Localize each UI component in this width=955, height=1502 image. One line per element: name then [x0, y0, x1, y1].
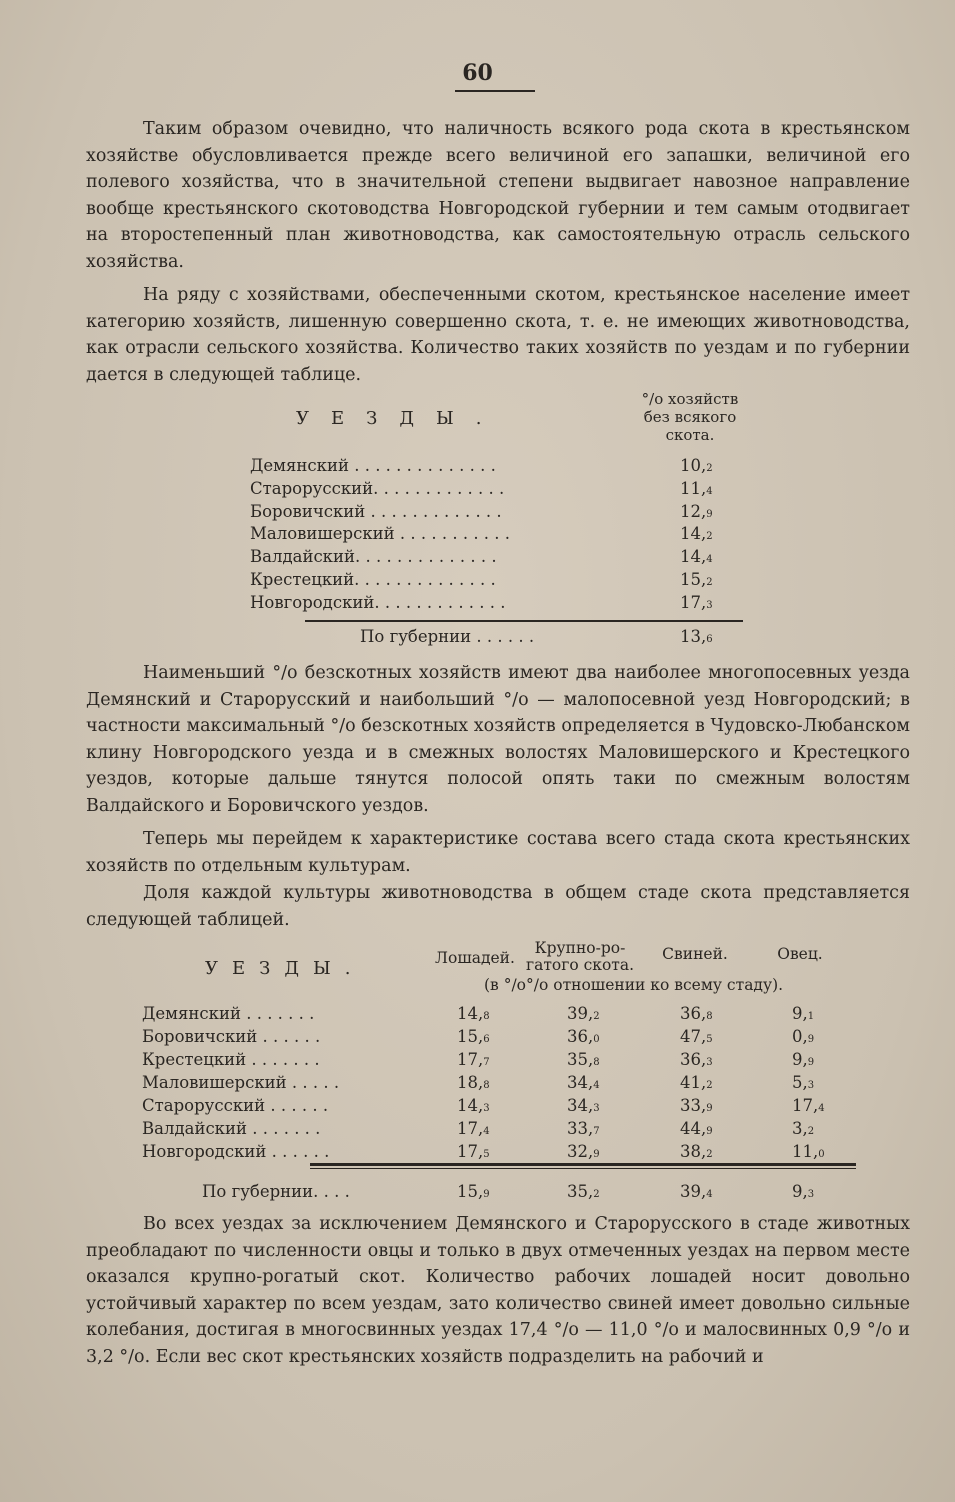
table2-cell: 36,0 [567, 1027, 600, 1046]
table1-row-value: 14,4 [680, 547, 713, 567]
table2-header-cattle-line-1: Крупно-ро- [534, 939, 626, 957]
table2-cell: 39,2 [567, 1004, 600, 1023]
table2-cell: 5,3 [792, 1073, 815, 1092]
table1-row-value: 10,2 [680, 456, 713, 475]
table2-cell: 9,1 [792, 1004, 815, 1023]
table1-header-percent [600, 390, 780, 444]
table2-cell: 14,8 [457, 1004, 490, 1023]
page-number: 60 [462, 60, 493, 86]
table2-cell: 39,4 [680, 1182, 713, 1201]
table1-row-district: Старорусский. . . . . . . . . . . . . [250, 478, 505, 498]
table2-cell: 15,6 [457, 1027, 490, 1046]
table2-row [142, 1048, 862, 1071]
table1-row-district: Новгородский. . . . . . . . . . . . . [250, 592, 506, 612]
table2-row [142, 1071, 862, 1094]
table2-cell: 17,7 [457, 1050, 490, 1069]
table2-cell: 33,7 [567, 1119, 600, 1138]
table2-row [142, 1117, 862, 1140]
table2-cell: 9,9 [792, 1050, 815, 1069]
table2-header-horses: Лошадей. [435, 949, 515, 967]
paragraph-3: Наименьший °/о безскотных хозяйств имеют два наиболее многопосевных уезда Демянский и Старорусский и наибольший °/о — малопосевной уезд Новгородский; в частности максимальный °/о безскотных хозяйств определяется в Чудовско-Любанском клину Новгородского уезда и в смежных волостях Маловишерского и Крестецкого уездов, которые дальше тянутся полосой опять таки по смежным волостям Валдайского и Боровичского уездов. [86, 663, 910, 816]
table2-cell: 14,3 [457, 1096, 490, 1115]
table2-header-cattle [520, 940, 640, 974]
table2-cell: 17,4 [792, 1096, 825, 1115]
table1-row [250, 569, 730, 592]
table2-row-district: Крестецкий . . . . . . . [142, 1050, 320, 1069]
paragraph-4: Теперь мы перейдем к характеристике состава всего стада скота крестьянских хозяйств по отдельным культурам. [86, 829, 910, 876]
table2-row [142, 1140, 862, 1163]
table2-cell: 17,5 [457, 1142, 490, 1161]
table2-row-district: Маловишерский . . . . . [142, 1073, 340, 1092]
table1-header-line-1: °/о хозяйств [641, 390, 739, 408]
table1-row-value: 11,4 [680, 478, 713, 498]
table2-cell: 41,2 [680, 1073, 713, 1092]
table2-cell: 3,2 [792, 1119, 815, 1138]
table2-cell: 36,3 [680, 1050, 713, 1069]
paragraph-2: На ряду с хозяйствами, обеспеченными скотом, крестьянское население имеет категорию хозяйств, лишенную совершенно скота, т. е. не имеющих животноводства, как отрасли сельского хозяйства. Количество таких хозяйств по уездам и по губернии дается в следующей таблице. [86, 285, 910, 385]
table2-cell: 47,5 [680, 1027, 713, 1046]
table1-header-districts: УЕЗДЫ. [296, 408, 504, 429]
table1-row-value: 12,9 [680, 501, 713, 521]
table2-cell: 18,8 [457, 1073, 490, 1092]
table1-header-line-2: без всякого [643, 408, 737, 426]
table2-total-label: По губернии. . . . [202, 1182, 350, 1201]
table2-header-cattle-line-2: гатого скота. [525, 956, 635, 974]
table2-cell: 33,9 [680, 1096, 713, 1115]
table1-row-value: 17,3 [680, 592, 713, 612]
table2-row-district: Валдайский . . . . . . . [142, 1119, 321, 1138]
table2-row-district: Новгородский . . . . . . [142, 1142, 330, 1161]
table2-total-row [142, 1180, 862, 1203]
table1-total-value: 13,6 [680, 627, 713, 646]
table1-header-line-3: скота. [665, 426, 715, 444]
table2-cell: 44,9 [680, 1119, 713, 1138]
table2-row-district: Старорусский . . . . . . [142, 1096, 329, 1115]
table2-cell: 38,2 [680, 1142, 713, 1161]
table2-cell: 15,9 [457, 1182, 490, 1201]
table2-cell: 0,9 [792, 1027, 815, 1046]
table1-row-value: 15,2 [680, 570, 713, 589]
table2-cell: 17,4 [457, 1119, 490, 1138]
table2-subheader: (в °/о°/о отношении ко всему стаду). [484, 976, 784, 994]
table2-row [142, 1002, 862, 1025]
table2-cell: 34,4 [567, 1073, 600, 1092]
table2-row-district: Демянский . . . . . . . [142, 1004, 315, 1023]
table1-row [250, 592, 730, 615]
table1-row-district: Валдайский. . . . . . . . . . . . . . [250, 547, 497, 567]
table1-row-value: 14,2 [680, 524, 713, 544]
table2-row [142, 1094, 862, 1117]
table2-cell: 35,8 [567, 1050, 600, 1069]
table2-cell: 35,2 [567, 1182, 600, 1201]
paragraph-1: Таким образом очевидно, что наличность всякого рода скота в крестьянском хозяйстве обусловливается прежде всего величиной его запашки, величиной его полевого хозяйства, что в значительной степени выдвигает навозное направление вообще крестьянского скотоводства Новгородской губернии и тем самым отодвигает на второстепенный план животноводства, как самостоятельную отрасль сельского хозяйства. [86, 119, 910, 272]
table2-row-district: Боровичский . . . . . . [142, 1027, 321, 1046]
table2-cell: 11,0 [792, 1142, 825, 1161]
table1-row [250, 478, 730, 501]
table1-rule [305, 620, 743, 622]
table1-row [250, 546, 730, 569]
table2-row [142, 1025, 862, 1048]
paragraph-5: Доля каждой культуры животноводства в общем стаде скота представляется следующей таблицей. [86, 883, 910, 930]
table2-rule-thick [310, 1163, 856, 1166]
table2-rule-thin [310, 1168, 856, 1169]
table2-cell: 32,9 [567, 1142, 600, 1161]
table2-cell: 36,8 [680, 1004, 713, 1023]
table1-row-district: Маловишерский . . . . . . . . . . . [250, 524, 511, 544]
page-number-underline [455, 90, 535, 92]
table2-header-districts: УЕЗДЫ. [205, 958, 365, 979]
table2-header-pigs: Свиней. [662, 945, 728, 963]
table2-header-sheep: Овец. [777, 945, 823, 963]
table2-cell: 34,3 [567, 1096, 600, 1115]
table1-row-district: Крестецкий. . . . . . . . . . . . . . [250, 570, 496, 589]
table1-total-label: По губернии . . . . . . [360, 627, 535, 646]
table1-row [250, 455, 730, 478]
table1-row-district: Боровичский . . . . . . . . . . . . . [250, 501, 502, 521]
table1-row-district: Демянский . . . . . . . . . . . . . . [250, 456, 496, 475]
paragraph-6: Во всех уездах за исключением Демянского и Старорусского в стаде животных преобладают по численности овцы и только в двух отмеченных уездах на первом месте оказался крупно-рогатый скот. Количество рабочих лошадей носит довольно устойчивый характер по всем уездам, зато количество свиней имеет довольно сильные колебания, достигая в многосвинных уездах 17,4 °/о — 11,0 °/о и малосвинных 0,9 °/о и 3,2 °/о. Если вес скот крестьянских хозяйств подразделить на рабочий и [86, 1214, 910, 1367]
table1-row [250, 501, 730, 524]
table1-row [250, 523, 730, 546]
table2-cell: 9,3 [792, 1182, 815, 1201]
